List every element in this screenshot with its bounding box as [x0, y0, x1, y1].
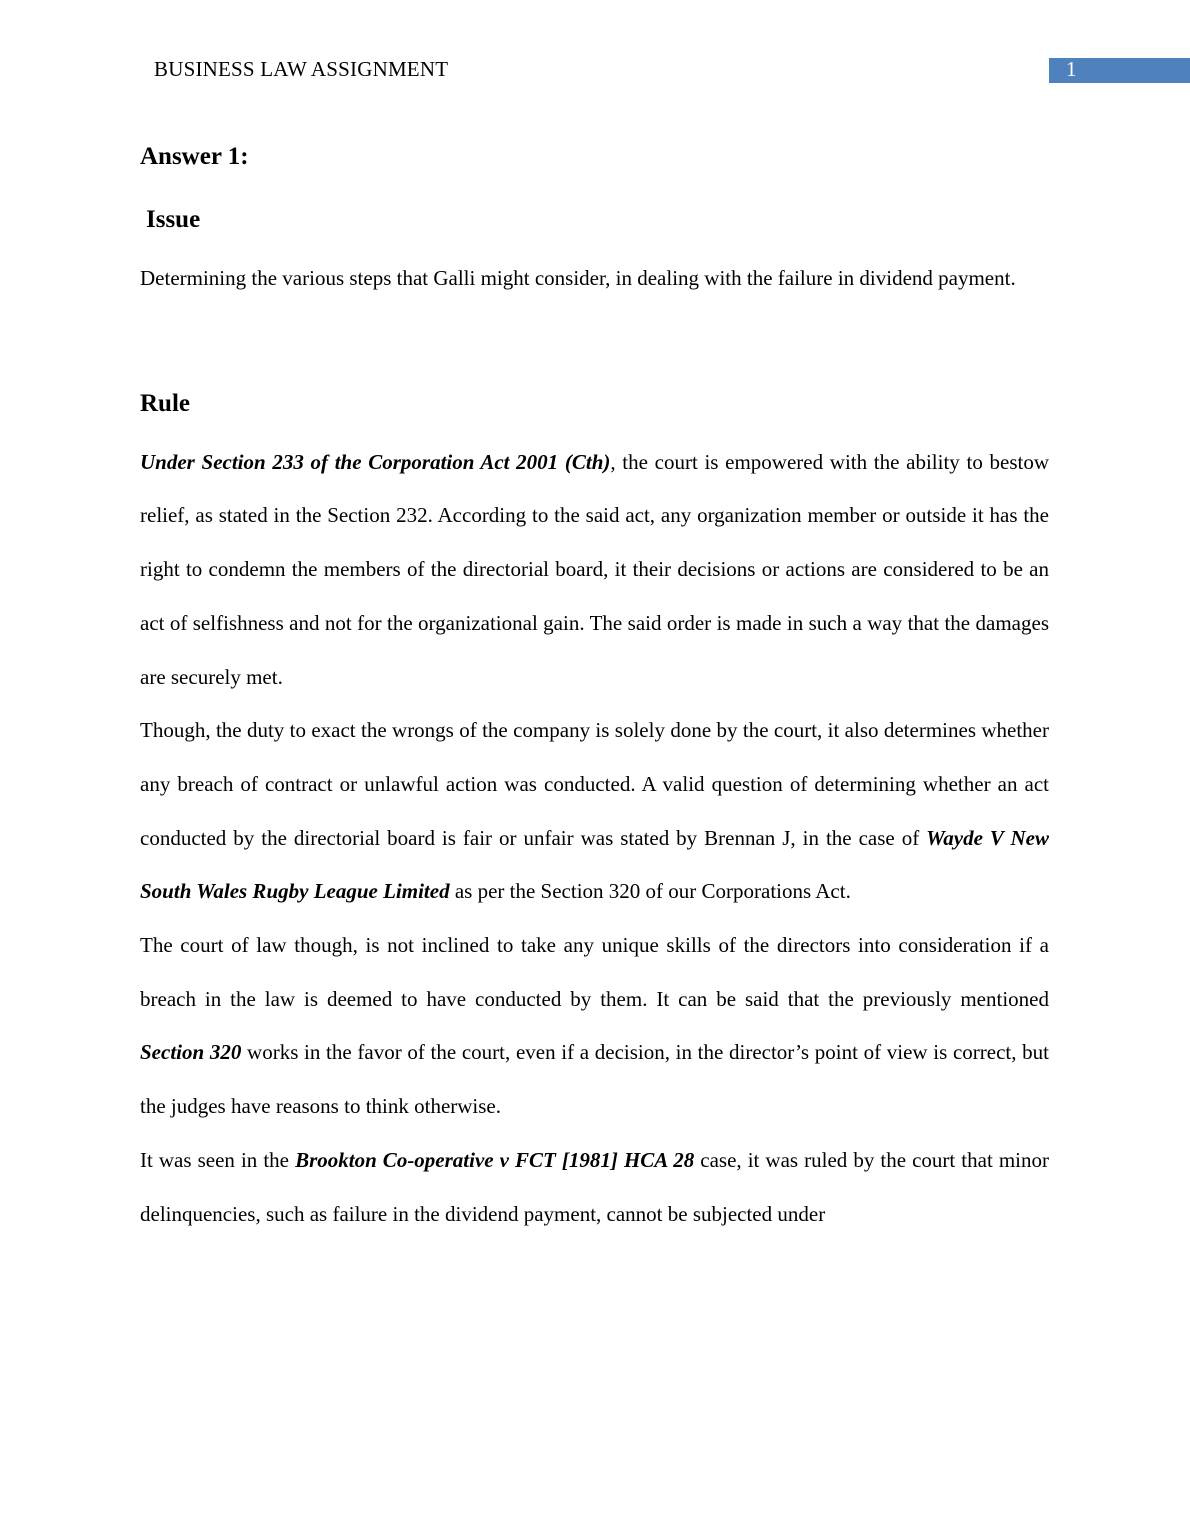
issue-heading: Issue: [146, 206, 201, 233]
rule-paragraph-1: [140, 436, 1049, 705]
running-header-title: BUSINESS LAW ASSIGNMENT: [154, 57, 449, 81]
page-number-bar: [1049, 58, 1190, 83]
case-citation-wayde: Wayde V New South Wales Rugby League Limited: [140, 825, 1049, 904]
rule-heading: Rule: [140, 389, 190, 417]
rule-paragraph-4-text-before: It was seen in the: [140, 1147, 296, 1172]
rule-paragraph-3: [140, 919, 1049, 1134]
statute-citation: Under Section 233 of the Corporation Act 2001 (Cth): [140, 449, 611, 474]
rule-paragraph-4: [140, 1134, 1049, 1241]
case-citation-brookton: Brookton Co-operative v FCT [1981] HCA 28: [295, 1147, 695, 1172]
rule-paragraph-2-text-after: as per the Section 320 of our Corporations Act.: [449, 879, 851, 904]
rule-paragraph-4-text-after: case, it was ruled by the court that minor delinquencies, such as failure in the dividend payment, cannot be subjected under: [140, 1147, 1049, 1226]
rule-paragraph-3-text-before: The court of law though, is not inclined to take any unique skills of the directors into consideration if a breach in the law is deemed to have conducted by them. It can be said that the previously mentioned: [140, 933, 1049, 1011]
rule-paragraph-2: [140, 704, 1049, 919]
page-number: 1: [1066, 57, 1077, 81]
rule-paragraph-2-text-before: Though, the duty to exact the wrongs of the company is solely done by the court, it also determines whether any breach of contract or unlawful action was conducted. A valid question of determining whether an act conducted by the directorial board is fair or unfair was stated by Brennan J, in the case of: [140, 718, 1049, 850]
section-320-citation: Section 320: [140, 1040, 242, 1065]
document-body: [140, 137, 1049, 1241]
answer-heading: Answer 1:: [140, 143, 249, 170]
rule-paragraph-1-text: , the court is empowered with the ability to bestow relief, as stated in the Section 232. According to the said act, any organization member or outside it has the right to condemn the members of the directorial board, it their decisions or actions are considered to be an act of selfishness and not for the organizational gain. The said order is made in such a way that the damages are securely met.: [140, 449, 1049, 689]
issue-paragraph: Determining the various steps that Galli might consider, in dealing with the failure in dividend payment.: [140, 266, 1016, 290]
rule-paragraph-3-text-after: works in the favor of the court, even if a decision, in the director’s point of view is correct, but the judges have reasons to think otherwise.: [140, 1040, 1049, 1119]
